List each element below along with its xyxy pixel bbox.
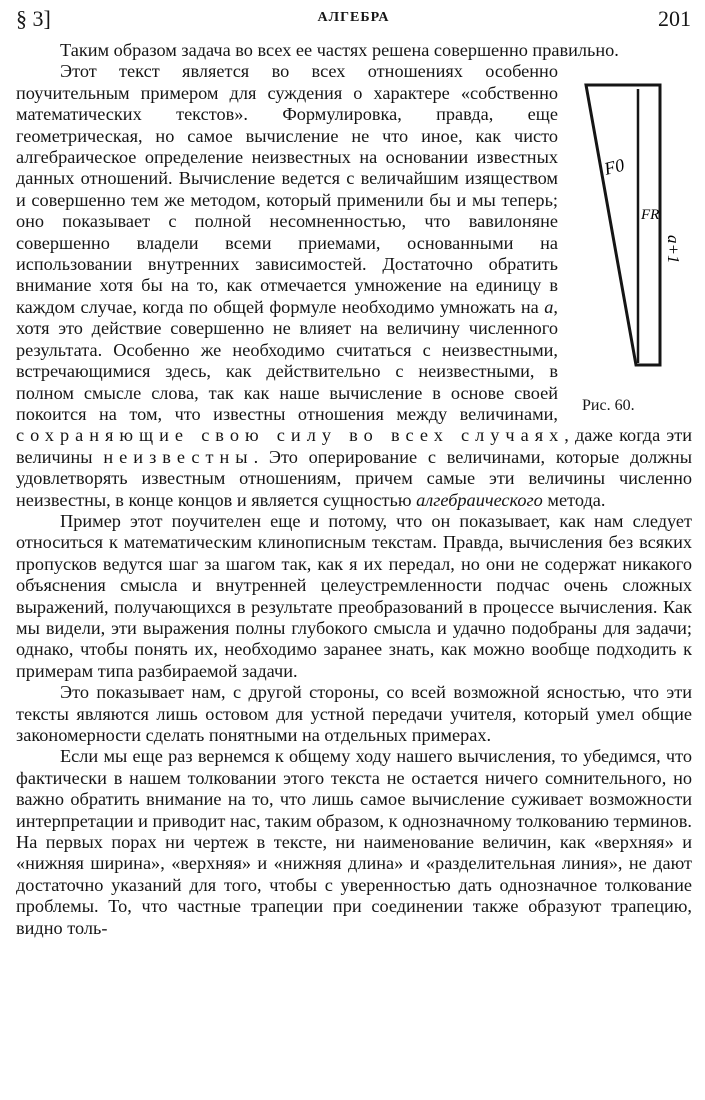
emphasis-italic: алгебраического <box>416 489 543 510</box>
paragraph-2-part-d: . Это оперирование с величинами, которые должны удовлетворять известным отношениям, причем самые эти величины численно неизвестны, в конце концов и является сущностью <box>16 446 692 510</box>
trapezoid-diagram <box>570 67 692 387</box>
figure-caption: Рис. 60. <box>582 397 635 415</box>
trapezoid-outline <box>586 85 660 365</box>
emphasis-spaced-1: сохраняющие свою силу во всех случаях <box>16 425 565 446</box>
variable-a: a <box>544 296 554 317</box>
emphasis-spaced-2: неизвестны <box>103 446 254 467</box>
section-marker: § 3] <box>16 6 51 31</box>
paragraph-5: Если мы еще раз вернемся к общему ходу нашего вычисления, то убедимся, что фактически в нашем толковании этого текста не остается ничего сомнительного, но важно обратить внимание на то, что лишь самое вычисление суживает возможности интерпретации и приводит нас, таким образом, к однозначному толкованию терминов. На первых порах ни чертеж в тексте, ни наименование величин, как «верхняя» и «нижняя ширина», «верхняя» и «нижняя длина» и «разделительная линия», не дают достаточно указаний для того, чтобы с уверенностью дать однозначное толкование проблемы. То, что частные трапеции при соединении также образуют трапецию, видно толь- <box>16 746 692 938</box>
paragraph-4: Это показывает нам, с другой стороны, со всей возможной ясностью, что эти тексты являются лишь остовом для устной передачи учителя, который умел общие закономерности сделать понятными на отдельных примерах. <box>16 682 692 745</box>
page-number: 201 <box>658 6 691 31</box>
page-header <box>16 6 691 36</box>
label-f0: F0 <box>602 155 627 180</box>
label-side: a+1 <box>664 235 683 264</box>
running-title: АЛГЕБРА <box>317 10 390 25</box>
paragraph-2-part-b: , хотя это действие совершенно не влияет на величину численного результата. Особенно же необходимо считаться с неизвестными, встречающимися здесь, как действительно с неизвестными, в полном смысле слова, так как наше вычисление в основе своей покоится на том, что известны отношения между величинами, <box>16 296 558 424</box>
paragraph-2-part-c: , даже когда эти величины <box>16 425 692 467</box>
paragraph-2-part-e: метода. <box>542 489 606 510</box>
paragraph-2-part-a: Этот текст является во всех отношениях особенно поучительным примером для суждения о характере «собственно математических текстов». Формулировка, правда, еще геометрическая, но самое вычисление не что иное, как чисто алгебраическое определение неизвестных на основании известных данных отношений. Вычисление ведется с величайшим изяществом и совершенно тем же методом, который применили бы и мы теперь; оно показывает с полной несомненностью, что вавилоняне совершенно владели всеми приемами, основанными на использовании внутренних зависимостей. Достаточно обратить внимание хотя бы на то, как отмечается умножение на единицу в каждом случае, когда по общей формуле необходимо умножать на <box>16 61 558 317</box>
paragraph-1: Таким образом задача во всех ее частях решена совершенно правильно. <box>60 40 619 60</box>
paragraph-3: Пример этот поучителен еще и потому, что он показывает, как нам следует относиться к математическим клинописным текстам. Правда, вычисления без всяких пропусков ведутся шаг за шагом так, как я их передал, но они не содержат никакого объяснения смысла и внутренней целеустремленности подчас очень сложных выражений, получающихся в результате преобразований в процессе вычисления. Как мы видели, эти выражения полны глубокого смысла и удачно подобраны для задачи; однако, чтобы понять их, необходимо заранее знать, как можно вообще подходить к примерам типа разбираемой задачи. <box>16 510 692 681</box>
figure-60 <box>570 67 692 420</box>
label-fr: FR <box>641 207 660 224</box>
page-body <box>16 40 692 939</box>
